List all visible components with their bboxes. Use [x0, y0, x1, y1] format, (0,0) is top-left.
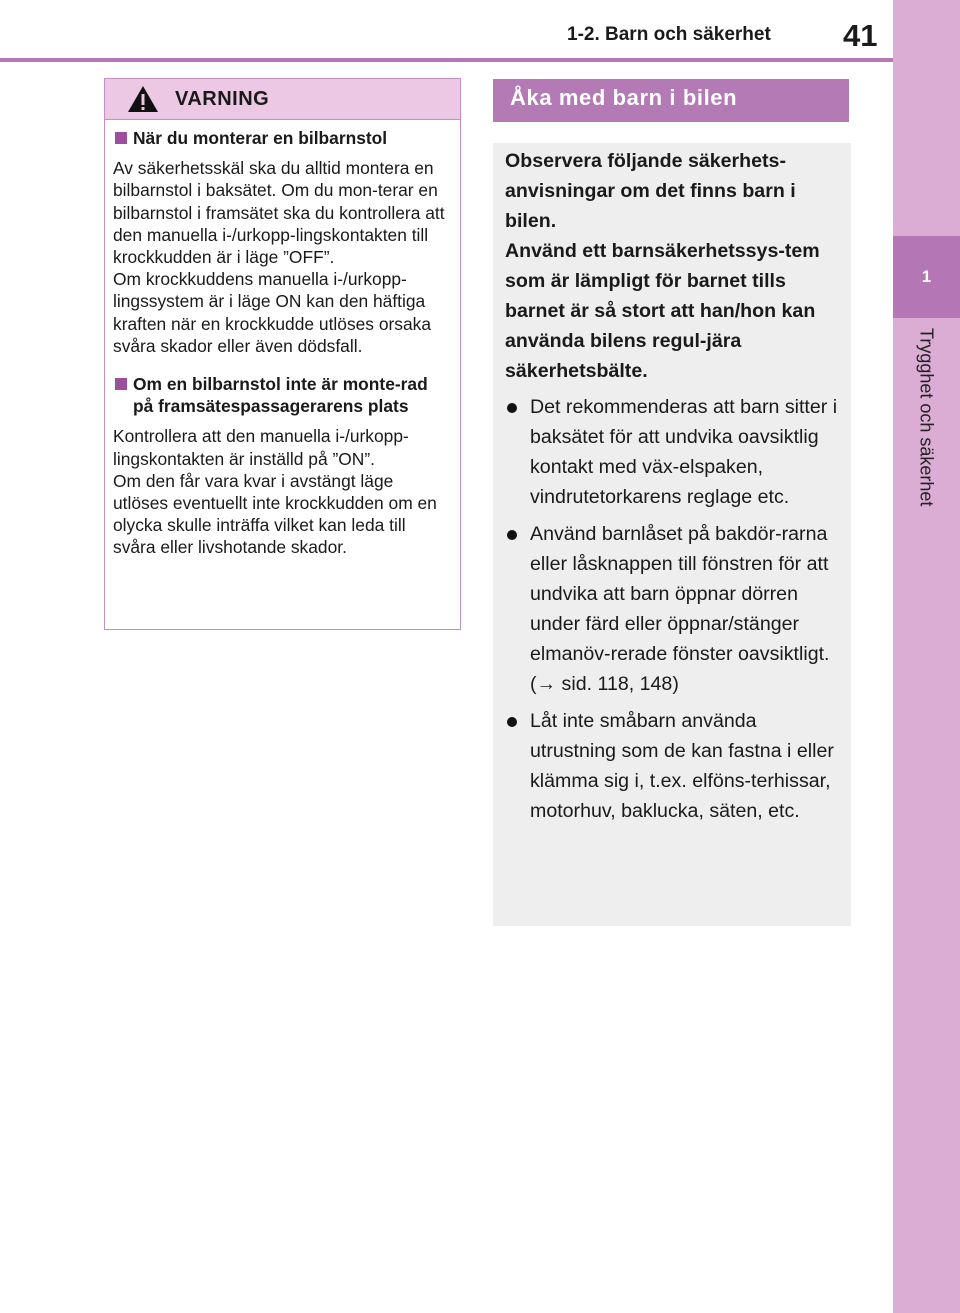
page-number: 41 [843, 18, 878, 53]
warning-body [105, 120, 460, 559]
list-item: Använd barnlåset på bakdör-rarna eller låsknappen till fönstren för att undvika att barn öppnar dörren under färd eller öppnar/stänger elmanöv-rerade fönster oavsiktligt. (→ sid. 118, 148) [505, 519, 841, 699]
square-bullet-icon [115, 378, 127, 390]
intro-text: Observera följande säkerhets-anvisningar om det finns barn i bilen. Använd ett barnsäkerhetssys-tem som är lämpligt för barnet tills barnet är så stort att han/hon kan använda bilens regul-jära säkerhetsbälte. [505, 150, 820, 382]
topic-title: Åka med barn i bilen [493, 79, 849, 122]
bullet-dot-icon [507, 403, 517, 413]
warning-section-text: Kontrollera att den manuella i-/urkopp-lingskontakten är inställd på ”ON”. Om den får vara kvar i avstängt läge utlöses eventuellt inte krockkudden om en olycka skulle inträffa vilket kan leda till svåra eller livshotande skador. [113, 426, 437, 558]
bullet-dot-icon [507, 530, 517, 540]
list-item: Det rekommenderas att barn sitter i baksätet för att undvika oavsiktlig kontakt med väx-elspaken, vindrutetorkarens reglage etc. [505, 392, 841, 512]
chapter-label: Trygghet och säkerhet [916, 328, 937, 507]
warning-section-heading: När du monterar en bilbarnstol [113, 127, 452, 149]
section-title: 1-2. Barn och säkerhet [567, 24, 771, 45]
chapter-number: 1 [893, 236, 960, 318]
warning-header [105, 79, 460, 120]
list-item: Låt inte småbarn använda utrustning som de kan fastna i eller klämma sig i, t.ex. elföns-terhissar, motorhuv, baklucka, säten, etc. [505, 706, 841, 826]
warning-section-heading: Om en bilbarnstol inte är monte-rad på framsätespassagerarens plats [113, 373, 452, 417]
header-divider [0, 58, 893, 62]
warning-box [104, 78, 461, 630]
square-bullet-icon [115, 132, 127, 144]
bullet-list [505, 392, 841, 826]
chapter-side-tab [893, 0, 960, 1313]
bullet-dot-icon [507, 717, 517, 727]
info-box [493, 143, 851, 926]
warning-section-text: Av säkerhetsskäl ska du alltid montera en bilbarnstol i baksätet. Om du mon-terar en bilbarnstol i framsätet ska du kontrollera att den manuella i-/urkopp-lingskontakten till krockkudden är i läge ”OFF”. Om krockkuddens manuella i-/urkopp-lingssystem är i läge ON kan den häftiga kraften när en krockkudde utlöses orsaka svåra skador eller även dödsfall. [113, 158, 445, 356]
warning-title: VARNING [175, 88, 270, 110]
warning-triangle-icon [127, 85, 159, 113]
